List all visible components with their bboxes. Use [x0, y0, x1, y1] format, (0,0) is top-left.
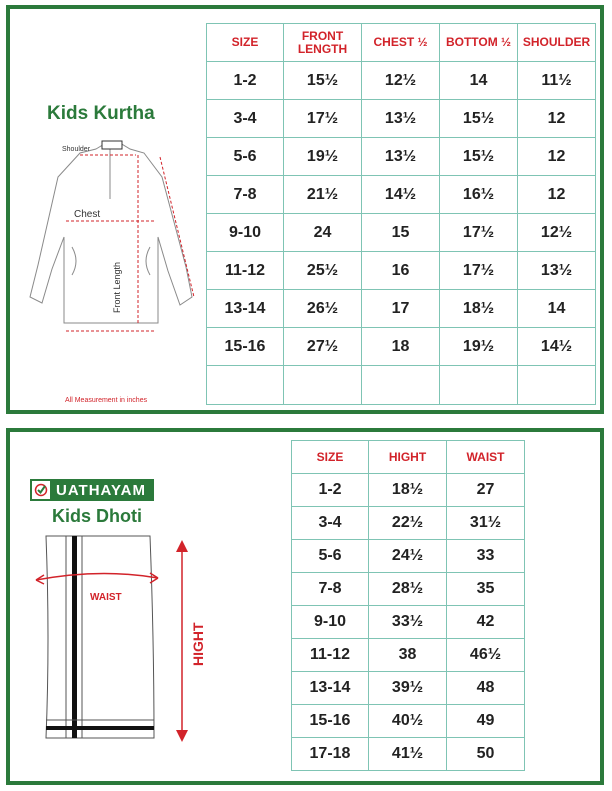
- dhoti-size-chart-panel: [6, 428, 604, 785]
- table-cell: 12: [518, 100, 596, 138]
- brand-logo: [30, 479, 154, 501]
- table-cell-empty: [440, 366, 518, 405]
- table-cell: 12: [518, 138, 596, 176]
- kurtha-header-row: [207, 24, 596, 62]
- table-row: [207, 214, 596, 252]
- table-cell: 13-14: [207, 290, 284, 328]
- table-cell: 17: [362, 290, 440, 328]
- table-row: [292, 540, 525, 573]
- dhoti-size-table: [291, 440, 525, 771]
- table-row: [292, 474, 525, 507]
- table-cell: 50: [447, 738, 525, 771]
- check-icon: [32, 481, 50, 499]
- table-cell: 38: [369, 639, 447, 672]
- table-row: [292, 507, 525, 540]
- table-cell: 41½: [369, 738, 447, 771]
- table-cell-empty: [284, 366, 362, 405]
- table-cell: 14: [440, 62, 518, 100]
- dhoti-header-size: SIZE: [292, 441, 369, 474]
- table-row: [292, 672, 525, 705]
- table-cell: 24: [284, 214, 362, 252]
- table-cell: 16: [362, 252, 440, 290]
- table-row: [292, 573, 525, 606]
- table-cell: 15: [362, 214, 440, 252]
- table-row: [292, 606, 525, 639]
- table-cell: 28½: [369, 573, 447, 606]
- table-cell: 9-10: [207, 214, 284, 252]
- table-row: [207, 100, 596, 138]
- table-cell: 7-8: [207, 176, 284, 214]
- table-row: [207, 290, 596, 328]
- dhoti-header-row: [292, 441, 525, 474]
- diagram-front-length-label: Front Length: [112, 261, 122, 313]
- table-cell: 42: [447, 606, 525, 639]
- table-row: [292, 639, 525, 672]
- table-cell: 49: [447, 705, 525, 738]
- table-cell: 13-14: [292, 672, 369, 705]
- kurtha-size-table: [206, 23, 596, 405]
- table-row: [292, 705, 525, 738]
- table-cell: 13½: [362, 138, 440, 176]
- table-cell: 12: [518, 176, 596, 214]
- table-row: [207, 176, 596, 214]
- table-cell: 3-4: [292, 507, 369, 540]
- table-cell: 35: [447, 573, 525, 606]
- table-cell: 12½: [518, 214, 596, 252]
- table-cell: 15-16: [292, 705, 369, 738]
- kurtha-title: Kids Kurtha: [47, 103, 155, 124]
- table-cell: 15½: [440, 138, 518, 176]
- table-row: [292, 738, 525, 771]
- table-cell: 15½: [440, 100, 518, 138]
- kurtha-header-size: SIZE: [207, 24, 284, 62]
- table-cell: 18: [362, 328, 440, 366]
- table-cell: 39½: [369, 672, 447, 705]
- table-cell: 9-10: [292, 606, 369, 639]
- table-cell: 26½: [284, 290, 362, 328]
- table-cell: 17-18: [292, 738, 369, 771]
- table-cell-empty: [518, 366, 596, 405]
- diagram-hight-label: HIGHT: [190, 622, 206, 666]
- table-cell: 48: [447, 672, 525, 705]
- table-cell: 33½: [369, 606, 447, 639]
- table-cell: 31½: [447, 507, 525, 540]
- table-cell: 17½: [440, 214, 518, 252]
- table-cell: 27½: [284, 328, 362, 366]
- brand-name: UATHAYAM: [50, 481, 152, 499]
- table-cell: 27: [447, 474, 525, 507]
- table-cell: 5-6: [292, 540, 369, 573]
- table-cell: 15½: [284, 62, 362, 100]
- kurtha-header-front-length: FRONT LENGTH: [284, 24, 362, 62]
- table-cell: 46½: [447, 639, 525, 672]
- table-cell-empty: [207, 366, 284, 405]
- table-cell: 18½: [440, 290, 518, 328]
- table-cell: 11½: [518, 62, 596, 100]
- kurtha-header-bottom: BOTTOM ½: [440, 24, 518, 62]
- table-cell: 21½: [284, 176, 362, 214]
- table-cell: 14½: [518, 328, 596, 366]
- kurtha-diagram: [10, 137, 200, 337]
- table-cell: 14½: [362, 176, 440, 214]
- table-cell: 19½: [284, 138, 362, 176]
- table-cell: 18½: [369, 474, 447, 507]
- table-cell: 1-2: [292, 474, 369, 507]
- table-cell: 19½: [440, 328, 518, 366]
- diagram-shoulder-label: Shoulder: [62, 146, 91, 153]
- table-cell: 40½: [369, 705, 447, 738]
- dhoti-header-waist: WAIST: [447, 441, 525, 474]
- table-cell: 1-2: [207, 62, 284, 100]
- table-cell: 24½: [369, 540, 447, 573]
- table-row: [207, 328, 596, 366]
- table-cell: 14: [518, 290, 596, 328]
- table-cell: 5-6: [207, 138, 284, 176]
- table-row: [207, 138, 596, 176]
- table-row: [207, 252, 596, 290]
- table-cell: 11-12: [207, 252, 284, 290]
- table-cell: 17½: [440, 252, 518, 290]
- measurement-note: All Measurement in inches: [65, 397, 148, 404]
- kurtha-size-chart-panel: [6, 5, 604, 414]
- table-cell: 11-12: [292, 639, 369, 672]
- dhoti-diagram: [10, 530, 230, 750]
- dhoti-title: Kids Dhoti: [52, 506, 142, 526]
- dhoti-header-hight: HIGHT: [369, 441, 447, 474]
- table-cell: 25½: [284, 252, 362, 290]
- table-cell: 13½: [362, 100, 440, 138]
- kurtha-header-chest: CHEST ½: [362, 24, 440, 62]
- table-cell: 17½: [284, 100, 362, 138]
- table-cell: 33: [447, 540, 525, 573]
- table-cell: 7-8: [292, 573, 369, 606]
- table-cell-empty: [362, 366, 440, 405]
- table-cell: 22½: [369, 507, 447, 540]
- diagram-chest-label: Chest: [74, 209, 101, 220]
- table-row: [207, 62, 596, 100]
- table-cell: 16½: [440, 176, 518, 214]
- diagram-waist-label: WAIST: [90, 592, 122, 603]
- table-cell: 13½: [518, 252, 596, 290]
- kurtha-header-shoulder: SHOULDER: [518, 24, 596, 62]
- table-cell: 3-4: [207, 100, 284, 138]
- table-row-empty: [207, 366, 596, 405]
- table-cell: 12½: [362, 62, 440, 100]
- table-cell: 15-16: [207, 328, 284, 366]
